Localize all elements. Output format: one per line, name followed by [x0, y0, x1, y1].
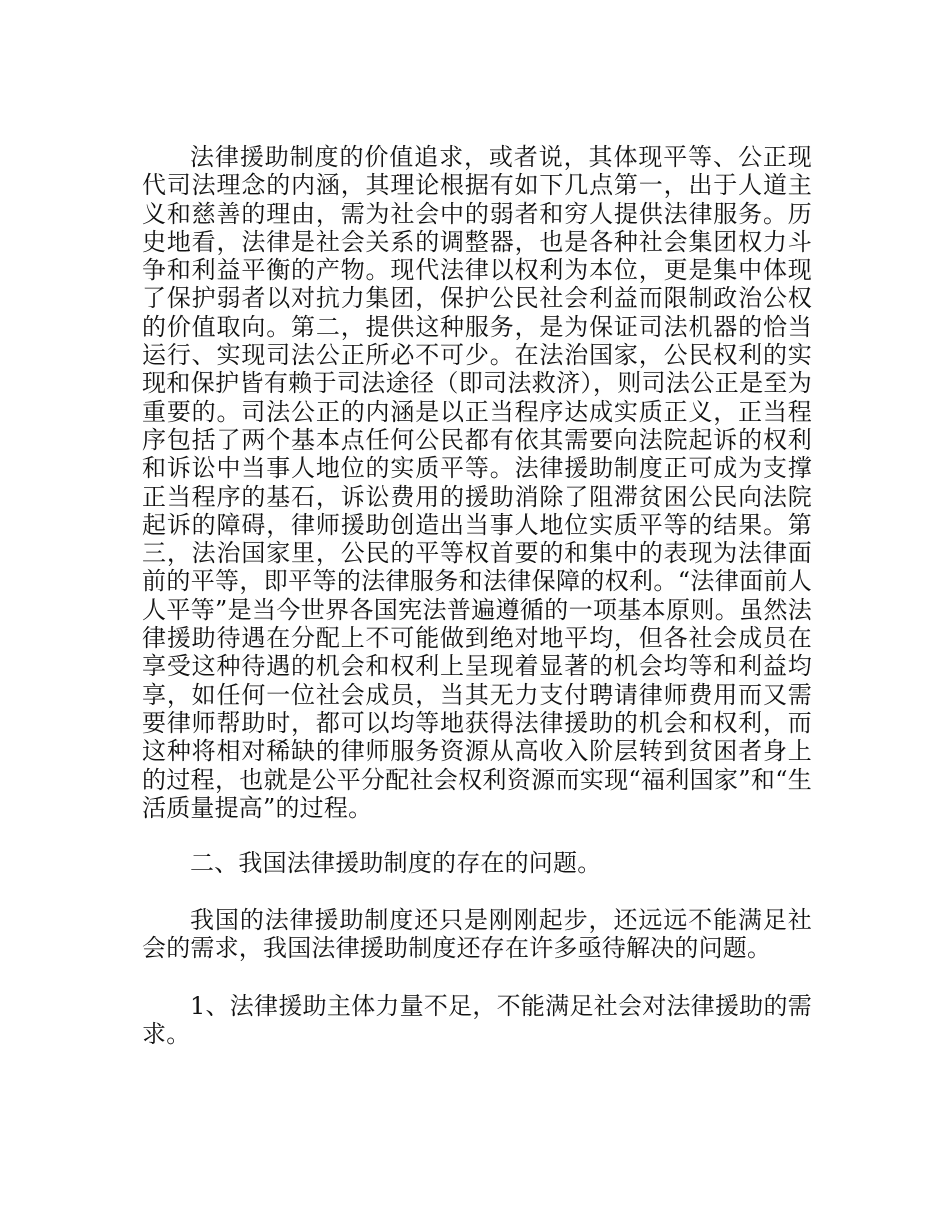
section-heading-existing-problems: 二、我国法律援助制度的存在的问题。 — [190, 849, 602, 877]
body-paragraph-intro-problems: 我国的法律援助制度还只是刚刚起步，还远远不能满足社会的需求，我国法律援助制度还存在许多亟待解决的问题。 — [142, 906, 812, 963]
body-paragraph-value-pursuit: 法律援助制度的价值追求，或者说，其体现平等、公正现代司法理念的内涵，其理论根据有如下几点第一，出于人道主义和慈善的理由，需为社会中的弱者和穷人提供法律服务。历史地看，法律是社会关系的调整器，也是各种社会集团权力斗争和利益平衡的产物。现代法律以权利为本位，更是集中体现了保护弱者以对抗力集团，保护公民社会利益而限制政治公权的价值取向。第二，提供这种服务，是为保证司法机器的恰当运行、实现司法公正所必不可少。在法治国家，公民权利的实现和保护皆有赖于司法途径（即司法救济），则司法公正是至为重要的。司法公正的内涵是以正当程序达成实质正义，正当程序包括了两个基本点任何公民都有依其需要向法院起诉的权利和诉讼中当事人地位的实质平等。法律援助制度正可成为支撑正当程序的基石，诉讼费用的援助消除了阻滞贫困公民向法院起诉的障碍，律师援助创造出当事人地位实质平等的结果。第三，法治国家里，公民的平等权首要的和集中的表现为法律面前的平等，即平等的法律服务和法律保障的权利。“法律面前人人平等”是当今世界各国宪法普遍遵循的一项基本原则。虽然法律援助待遇在分配上不可能做到绝对地平均，但各社会成员在享受这种待遇的机会和权利上呈现着显著的机会均等和利益均享，如任何一位社会成员，当其无力支付聘请律师费用而又需要律师帮助时，都可以均等地获得法律援助的机会和权利，而这种将相对稀缺的律师服务资源从高收入阶层转到贫困者身上的过程，也就是公平分配社会权利资源而实现“福利国家”和“生活质量提高”的过程。 — [142, 143, 812, 822]
body-paragraph-problem-one: 1、法律援助主体力量不足，不能满足社会对法律援助的需求。 — [142, 992, 812, 1049]
